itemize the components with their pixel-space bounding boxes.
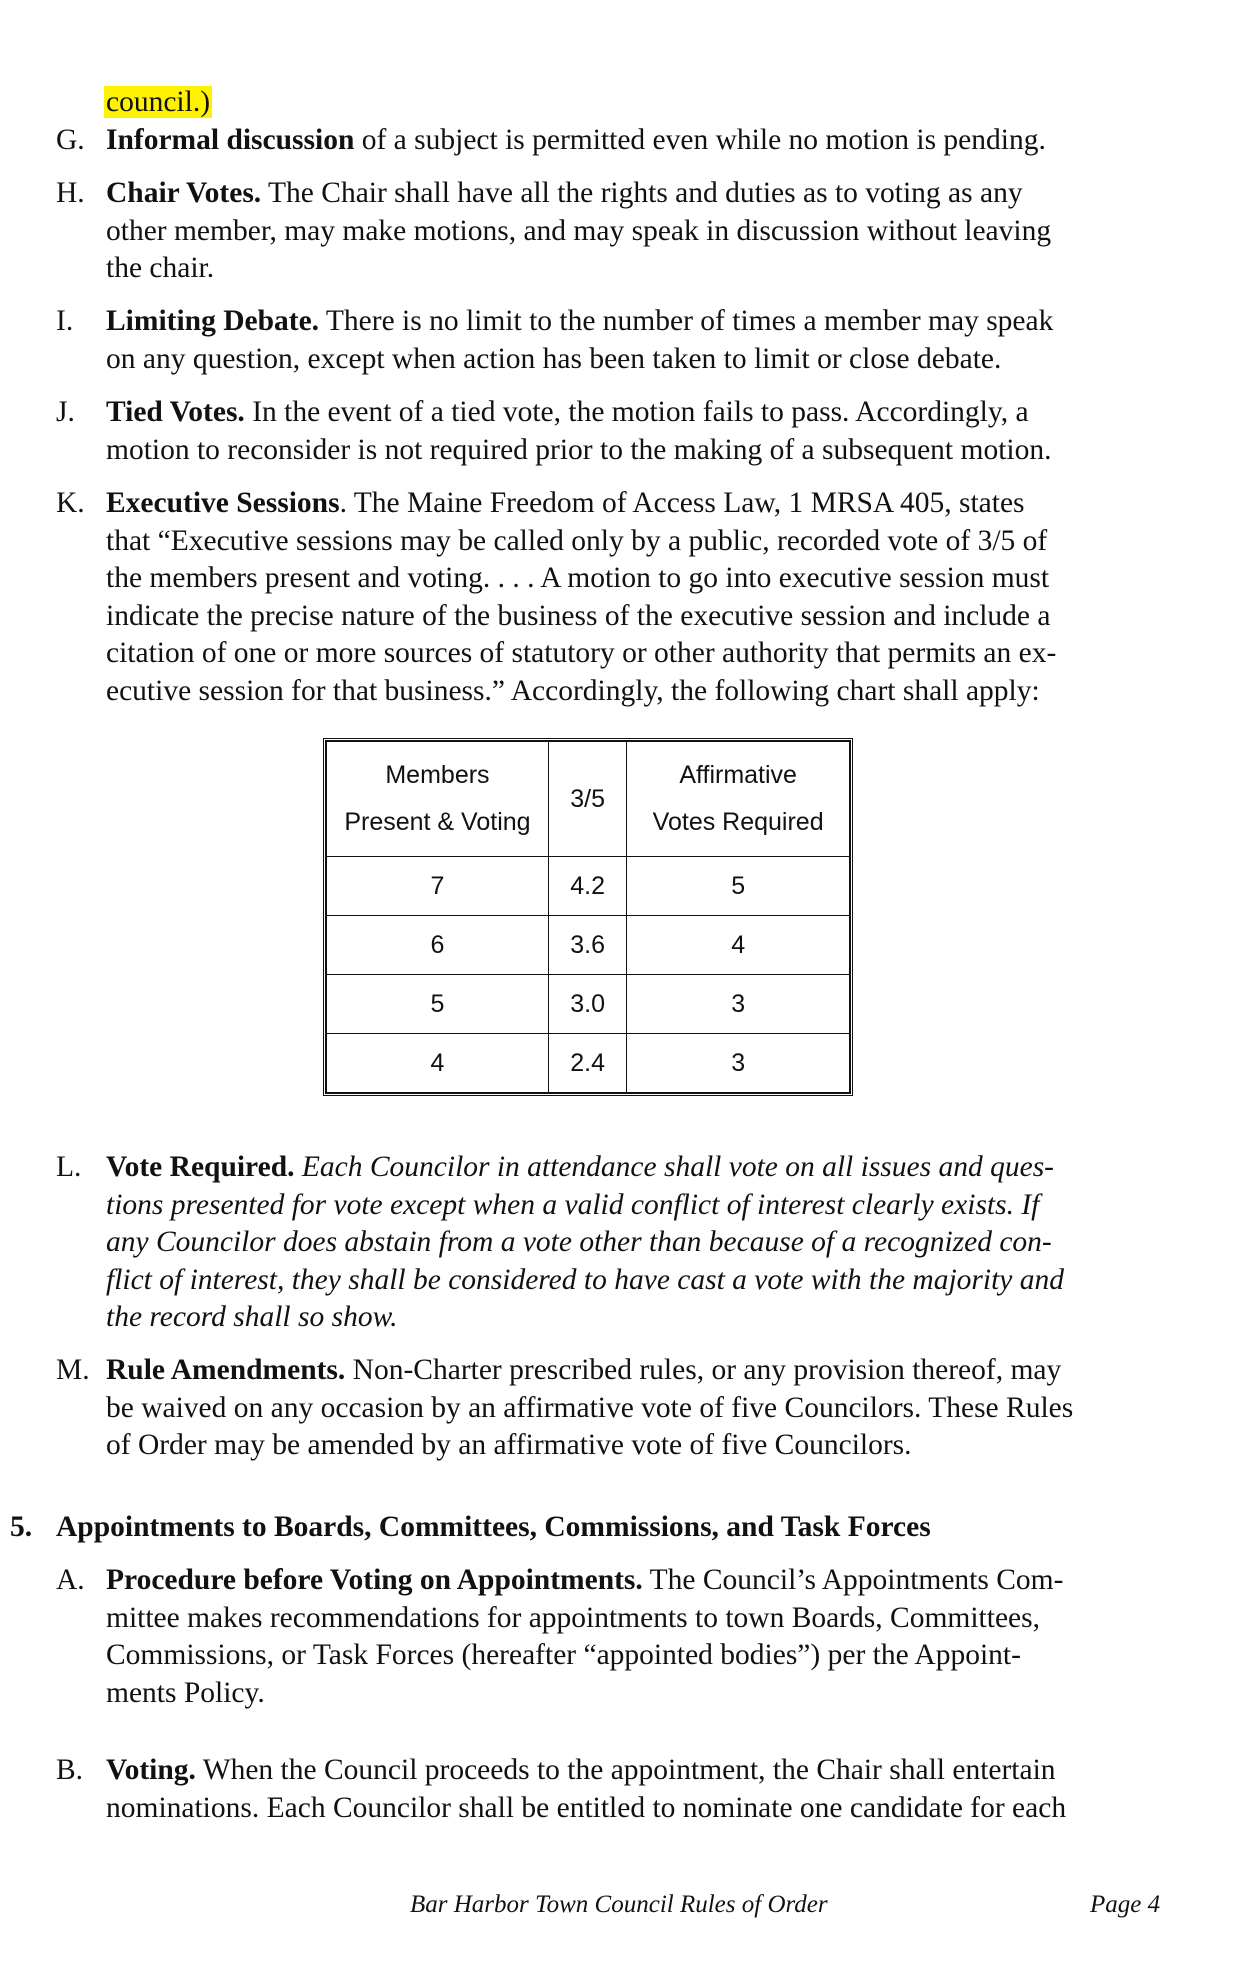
cell-members: 7 bbox=[327, 857, 549, 916]
item-title: Voting. bbox=[106, 1754, 196, 1786]
cell-fraction: 3.0 bbox=[548, 975, 626, 1034]
votes-table bbox=[323, 738, 853, 1096]
section-number: 5. bbox=[10, 1511, 33, 1543]
header-affirmative: Affirmative Votes Required bbox=[627, 742, 850, 857]
continuation-text bbox=[104, 84, 212, 122]
cell-fraction: 2.4 bbox=[548, 1034, 626, 1093]
cell-members: 5 bbox=[327, 975, 549, 1034]
item-title: Rule Amendments. bbox=[106, 1354, 346, 1386]
highlighted-text: council.) bbox=[106, 86, 211, 118]
cell-members: 6 bbox=[327, 916, 549, 975]
table-row bbox=[327, 916, 850, 975]
rule-item-m: M. Rule Amendments. Non-Charter prescribed rules, or any provision thereof, may be waived on any occasion by an affirmative vote of five Councilors. These Rules of Order may be amended by an affirmative vote of five Councilors. bbox=[56, 1354, 1074, 1461]
section-item-a: A. Procedure before Voting on Appointments. The Council’s Appointments Com- mittee makes recommendations for appointments to town Boards, Committees, Commissions, or Task Forces (hereafter “appointed bodies”) per the Appoint- ments Policy. bbox=[56, 1564, 1064, 1709]
item-letter: H. bbox=[56, 177, 85, 209]
item-letter: M. bbox=[56, 1354, 90, 1386]
cell-members: 4 bbox=[327, 1034, 549, 1093]
cell-fraction: 4.2 bbox=[548, 857, 626, 916]
rule-item-j: J. Tied Votes. In the event of a tied vote, the motion fails to pass. Accordingly, a motion to reconsider is not required prior to the making of a subsequent motion. bbox=[56, 396, 1052, 466]
page-number: Page 4 bbox=[1090, 1891, 1161, 1918]
footer-title: Bar Harbor Town Council Rules of Order bbox=[410, 1891, 828, 1918]
item-letter: J. bbox=[56, 396, 75, 428]
cell-required: 3 bbox=[627, 1034, 850, 1093]
header-members: Members Present & Voting bbox=[327, 742, 549, 857]
item-title: Chair Votes. bbox=[106, 177, 262, 209]
table-row bbox=[327, 857, 850, 916]
item-title: Limiting Debate. bbox=[106, 305, 320, 337]
item-letter: G. bbox=[56, 124, 85, 156]
rule-item-h: H. Chair Votes. The Chair shall have all the rights and duties as to voting as any other member, may make motions, and may speak in discussion without leaving the chair. bbox=[56, 177, 1052, 284]
cell-required: 3 bbox=[627, 975, 850, 1034]
table-row bbox=[327, 1034, 850, 1093]
item-title: Tied Votes. bbox=[106, 396, 245, 428]
header-fraction: 3/5 bbox=[548, 742, 626, 857]
section-title: Appointments to Boards, Committees, Commissions, and Task Forces bbox=[56, 1511, 931, 1543]
item-letter: B. bbox=[56, 1754, 84, 1786]
item-title: Informal discussion bbox=[106, 124, 355, 156]
item-title: Vote Required. bbox=[106, 1151, 295, 1183]
cell-required: 5 bbox=[627, 857, 850, 916]
rule-item-i: I. Limiting Debate. There is no limit to the number of times a member may speak on any question, except when action has been taken to limit or close debate. bbox=[56, 305, 1054, 375]
item-letter: A. bbox=[56, 1564, 85, 1596]
cell-required: 4 bbox=[627, 916, 850, 975]
item-letter: I. bbox=[56, 305, 74, 337]
item-title: Procedure before Voting on Appointments. bbox=[106, 1564, 643, 1596]
item-title: Executive Sessions bbox=[106, 487, 340, 519]
table-row bbox=[327, 975, 850, 1034]
section-item-b: B. Voting. When the Council proceeds to the appointment, the Chair shall entertain nominations. Each Councilor shall be entitled to nominate one candidate for each bbox=[56, 1754, 1067, 1824]
rule-item-l: L. Vote Required. Each Councilor in attendance shall vote on all issues and ques- tions presented for vote except when a valid conflict of interest clearly exists. If any Councilor does abstain from a vote other than because of a recognized con- flict of interest, they shall be considered to have cast a vote with the majority and the record shall so show. bbox=[56, 1151, 1065, 1333]
cell-fraction: 3.6 bbox=[548, 916, 626, 975]
item-letter: K. bbox=[56, 487, 85, 519]
table-header-row bbox=[327, 742, 850, 857]
rule-item-g: G. Informal discussion of a subject is permitted even while no motion is pending. bbox=[56, 122, 1176, 160]
item-letter: L. bbox=[56, 1151, 82, 1183]
rule-item-k: K. Executive Sessions. The Maine Freedom of Access Law, 1 MRSA 405, states that “Executive sessions may be called only by a public, recorded vote of 3/5 of the members present and voting. . . . A motion to go into executive session must indicate the precise nature of the business of the executive session and include a citation of one or more sources of statutory or other authority that permits an ex- ecutive session for that business.” Accordingly, the following chart shall apply: bbox=[56, 487, 1057, 707]
section-heading bbox=[10, 1509, 931, 1547]
